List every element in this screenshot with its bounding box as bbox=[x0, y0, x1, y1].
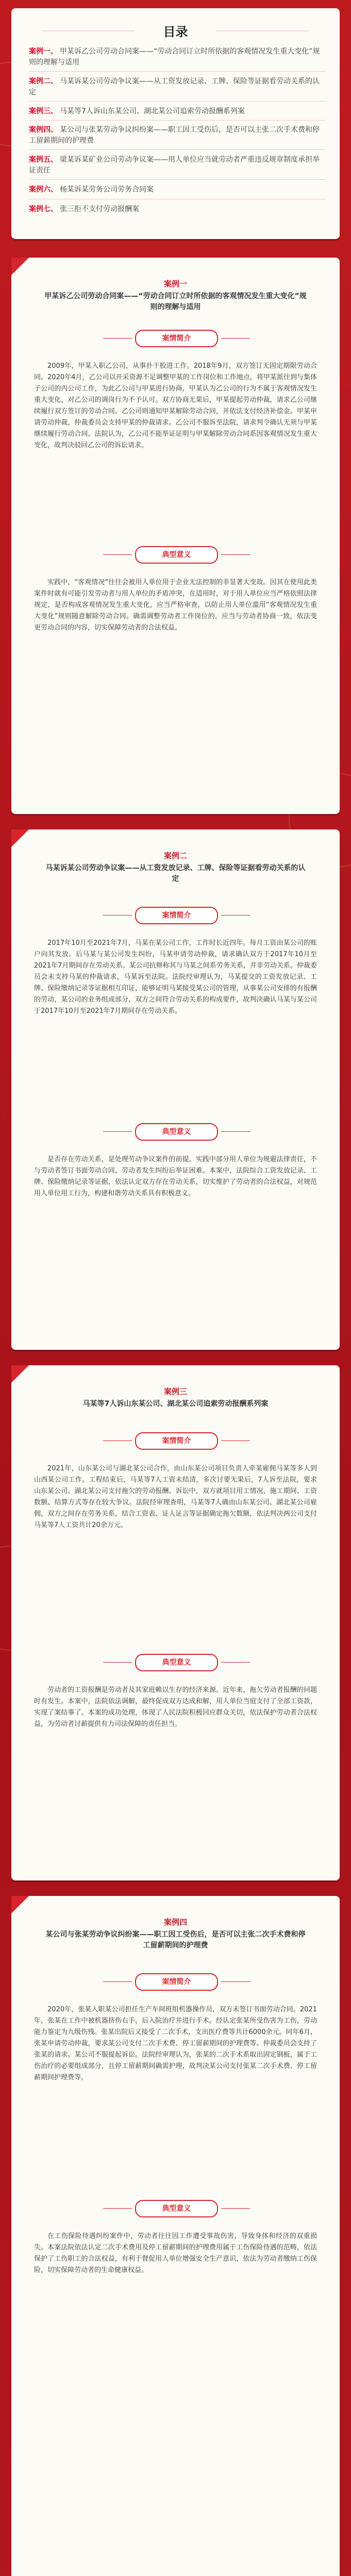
divider bbox=[29, 149, 325, 150]
case-header bbox=[11, 1917, 340, 1951]
case-header bbox=[11, 850, 340, 885]
case-card-1 bbox=[11, 258, 340, 814]
toc-title: 目录 bbox=[163, 25, 188, 39]
divider bbox=[29, 71, 325, 72]
title-ornament bbox=[42, 22, 309, 40]
corner-ribbon-icon bbox=[11, 258, 29, 275]
case-facts: 2017年10月至2021年7月，马某在某公司工作，工作时长近四年。每月工资由某公司的账户向其发放。后马某与某公司发生纠纷，马某申请劳动仲裁，请求确认双方于2017年10月至2021年7月期间存在劳动关系。某公司抗辩称其与马某之间系劳务关系，并非劳动关系。仲裁委员会未支持马某的仲裁请求，马某诉至法院。法院经审理认为，马某提交的工资发放记录、工牌、保险缴纳记录等证据相互印证，能够证明马某接受某公司的管理，从事某公司安排的有报酬的劳动，某公司的业务组成部分，双方之间符合劳动关系的构成要件，故判决确认马某与某公司于2017年10月至2021年7月期间存在劳动关系。 bbox=[34, 939, 317, 1015]
toc-item[interactable]: 案例七、 张三拒不支付劳动报酬案 bbox=[29, 205, 139, 213]
case-title: 甲某诉乙公司劳动合同案——“劳动合同订立时所依据的客观情况发生重大变化”规则的理解与适用 bbox=[44, 292, 307, 311]
case-title: 马某等7人诉山东某公司、湖北某公司追索劳动报酬系列案 bbox=[82, 1400, 269, 1408]
case-meaning: 劳动者的工资报酬是劳动者及其家庭赖以生存的经济来源。近年来，拖欠劳动者报酬的问题时有发生。本案中，法院依法调解，最终促成双方达成和解，用人单位当庭支付了全部工资款，实现了案结事了。本案的成功处理，体现了人民法院积极回应群众关切，依法保护劳动者合法权益，为劳动者讨薪提供有力司法保障的责任担当。 bbox=[34, 1686, 317, 1728]
toc-item[interactable]: 案例六、 杨某诉某劳务公司劳务合同案 bbox=[29, 185, 154, 194]
case-meaning: 是否存在劳动关系，是处理劳动争议案件的前提。实践中部分用人单位为规避法律责任，不与劳动者签订书面劳动合同，劳动者发生纠纷后举证困难。本案中，法院综合工资发放记录、工牌、保险缴纳记录等证据，依法认定双方存在劳动关系，切实维护了劳动者的合法权益，对规范用人单位用工行为，构建和谐劳动关系具有积极意义。 bbox=[34, 1156, 317, 1197]
section-pill: 典型意义 bbox=[135, 2200, 218, 2217]
toc-item[interactable]: 案例五、 梁某诉某矿业公司劳动争议案——用人单位应当就劳动者严重违反规章制度承担举证责任 bbox=[29, 156, 320, 175]
corner-ribbon-icon bbox=[11, 1896, 29, 1913]
case-card-2 bbox=[11, 829, 340, 1350]
case-title: 某公司与张某劳动争议纠纷案——职工因工受伤后，是否可以主张二次手术费和停工留薪期间的护理费 bbox=[45, 1930, 306, 1950]
divider bbox=[29, 179, 325, 180]
toc-item[interactable]: 案例二、 马某诉某公司劳动争议案——从工资发放记录、工牌、保险等证据看劳动关系的认定 bbox=[29, 77, 320, 96]
toc-item[interactable]: 案例一、 甲某诉乙公司劳动合同案——“劳动合同订立时所依据的客观情况发生重大变化”规则的理解与适用 bbox=[29, 47, 320, 66]
section-pill: 案情简介 bbox=[135, 330, 218, 347]
case-facts: 2009年，甲某入职乙公司，从事扑干胶进工作。2018年9月，双方签订无固定期限劳动合同。2020年4月，乙公司以开采资源不足调整甲某的工作岗位和工作地点，将甲某派往到与集体子公司的丙公司工作，为此乙公司与甲某进行协商，甲某认为乙公司的行为不属于客观情况发生重大变化，对乙公司的调岗行为不予认可。双方协商无果后，甲某提起劳动仲裁，请求乙公司继续履行双方签订的劳动合同。乙公司则通知甲某解除劳动合同，并依法支付经济补偿金。甲某申请劳动仲裁，仲裁委员会支持甲某的仲裁请求。乙公司不服诉至法院，请求判令确认无须与甲某继续履行劳动合同。法院认为，乙公司不能举证证明与甲某解除劳动合同系因客观情况发生重大变化，故判决驳回乙公司的诉讼请求。 bbox=[34, 362, 317, 449]
case-facts: 2020年，张某入职某公司担任生产车间班组机器操作员，双方未签订书面劳动合同。2021年，张某在工作中被机器挤伤右手，后入院治疗并进行手术。经认定张某所受伤害为工伤，劳动能力鉴定为九级伤残。张某出院后又接受了二次手术，支出医疗费等共计6000余元。同年6月，张某申请劳动仲裁，要求某公司支付二次手术费、停工留薪期间的护理费等。仲裁委员会支持了张某的请求。某公司不服提起诉讼。法院经审理认为，张某的二次手术系取出固定钢板，属于工伤治疗的必要组成部分，且停工留薪期间确需护理，故判决某公司支付张某二次手术费、停工留薪期间护理费等。 bbox=[34, 2006, 317, 2081]
section-pill: 典型意义 bbox=[135, 546, 218, 564]
divider bbox=[29, 120, 325, 121]
section-pill: 案情简介 bbox=[135, 907, 218, 924]
case-card-4 bbox=[11, 1896, 340, 2576]
section-pill: 典型意义 bbox=[135, 1654, 218, 1671]
case-label: 案例四 bbox=[163, 1918, 187, 1927]
case-label: 案例一 bbox=[163, 279, 187, 289]
toc-item[interactable]: 案例四、 某公司与张某劳动争议纠纷案——职工因工受伤后，是否可以主张二次手术费和停工留薪期间的护理费 bbox=[29, 126, 320, 145]
section-pill: 典型意义 bbox=[135, 1123, 218, 1141]
case-meaning: 实践中，“客观情况”往往会被用人单位用于企业无法控制的非显著大变故。因其在使用此类案件时就有可能引发劳动者与用人单位的矛盾冲突，在适用时，对于用人单位应当严格依照法律规定，是否构成客观情况发生重大变化，应当严格审查，以防止用人单位滥用“客观情况发生重大变化”规则随意解除劳动合同。确需调整劳动者工作岗位的，应当与劳动者协商一致，依法变更劳动合同的内容，切实保障劳动者的合法权益。 bbox=[34, 579, 317, 632]
toc-item[interactable]: 案例三、 马某等7人诉山东某公司、湖北某公司追索劳动报酬系列案 bbox=[29, 107, 245, 115]
case-label: 案例二 bbox=[163, 851, 187, 860]
corner-ribbon-icon bbox=[11, 829, 29, 847]
case-card-3 bbox=[11, 1365, 340, 1880]
case-header bbox=[11, 1386, 340, 1410]
section-pill: 案情简介 bbox=[135, 1432, 218, 1450]
section-pill: 案情简介 bbox=[135, 1973, 218, 1991]
case-header bbox=[11, 278, 340, 313]
case-label: 案例三 bbox=[163, 1387, 187, 1396]
case-title: 马某诉某公司劳动争议案——从工资发放记录、工牌、保险等证据看劳动关系的认定 bbox=[45, 864, 306, 883]
case-meaning: 在工伤保险待遇纠纷案件中，劳动者往往因工作遭受事故伤害，导致身体和经济的双重损失。本案法院依法认定二次手术费用及停工留薪期间的护理费用属于工伤保险待遇的范畴，依法保护了工伤职工的合法权益，有利于督促用人单位增强安全生产意识，依法为劳动者缴纳工伤保险，切实保障劳动者的生命健康权益。 bbox=[34, 2232, 317, 2274]
case-facts: 2021年，山东某公司与湖北某公司合作，由山东某公司项目负责人牵某雇佣马某等多人到山西某公司工作。工程结束后，马某等7人工资未结清，多次讨要无果后，7人诉至法院，要求山东某公司、湖北某公司支付拖欠的劳动报酬。诉讼中，双方就项目用工情况、施工期间、工资数额、结算方式等存在较大争议。法院经审理查明，马某等7人确由山东某公司、湖北某公司雇佣，双方之间存在劳务关系，结合工资表、证人证言等证据确定拖欠数额，依法判决两公司支付马某等7人工资共计20余万元。 bbox=[34, 1465, 317, 1529]
corner-ribbon-icon bbox=[11, 1365, 29, 1383]
toc-card bbox=[11, 8, 340, 239]
